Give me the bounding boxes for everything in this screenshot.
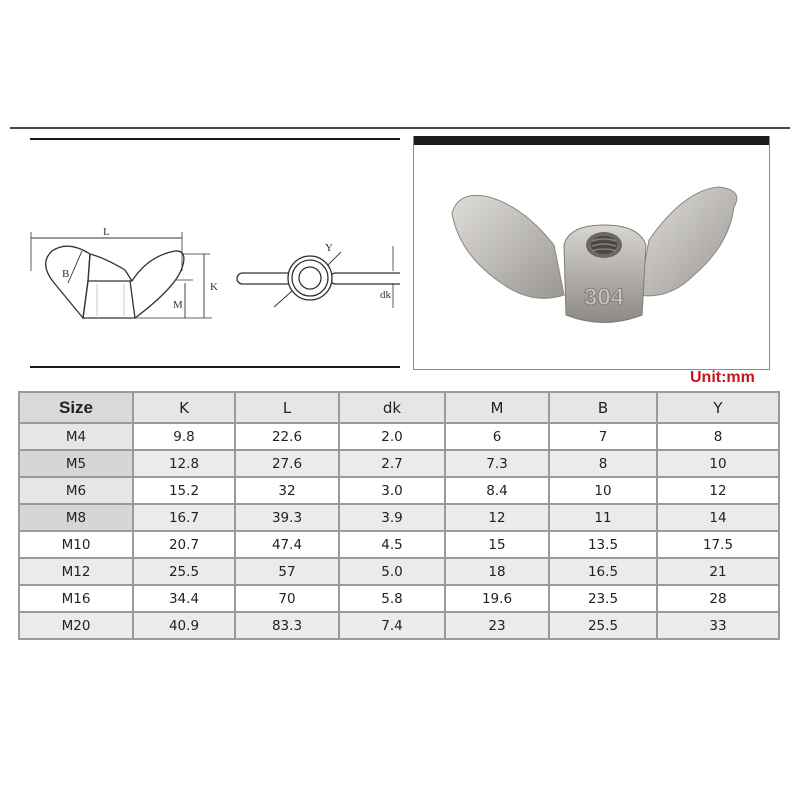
cell-y: 33 xyxy=(657,612,779,639)
size-cell: M4 xyxy=(19,423,133,450)
cell-l: 47.4 xyxy=(235,531,339,558)
cell-m: 19.6 xyxy=(445,585,549,612)
material-stamp-304: 304 xyxy=(583,284,625,311)
cell-b: 7 xyxy=(549,423,657,450)
cell-l: 57 xyxy=(235,558,339,585)
column-header-b: B xyxy=(549,392,657,423)
cell-k: 20.7 xyxy=(133,531,235,558)
cell-dk: 5.8 xyxy=(339,585,445,612)
top-divider xyxy=(10,127,790,129)
size-cell: M10 xyxy=(19,531,133,558)
cell-k: 12.8 xyxy=(133,450,235,477)
cell-m: 23 xyxy=(445,612,549,639)
table-row xyxy=(19,504,779,531)
cell-k: 40.9 xyxy=(133,612,235,639)
cell-b: 8 xyxy=(549,450,657,477)
table-header-row xyxy=(19,392,779,423)
table-row xyxy=(19,612,779,639)
cell-b: 13.5 xyxy=(549,531,657,558)
cell-m: 6 xyxy=(445,423,549,450)
cell-y: 14 xyxy=(657,504,779,531)
dimension-label-y: Y xyxy=(325,242,333,254)
photo-header-bar xyxy=(414,136,769,145)
cell-l: 27.6 xyxy=(235,450,339,477)
column-header-y: Y xyxy=(657,392,779,423)
cell-y: 8 xyxy=(657,423,779,450)
table-row xyxy=(19,531,779,558)
cell-k: 15.2 xyxy=(133,477,235,504)
cell-b: 10 xyxy=(549,477,657,504)
table-row xyxy=(19,558,779,585)
size-cell: M20 xyxy=(19,612,133,639)
product-photo-panel xyxy=(413,136,770,370)
column-header-m: M xyxy=(445,392,549,423)
cell-m: 7.3 xyxy=(445,450,549,477)
dimension-label-l: L xyxy=(103,226,110,238)
cell-m: 18 xyxy=(445,558,549,585)
wing-nut-drawing xyxy=(30,138,400,368)
cell-l: 39.3 xyxy=(235,504,339,531)
cell-k: 9.8 xyxy=(133,423,235,450)
cell-dk: 3.0 xyxy=(339,477,445,504)
cell-dk: 7.4 xyxy=(339,612,445,639)
cell-m: 12 xyxy=(445,504,549,531)
size-cell: M6 xyxy=(19,477,133,504)
cell-b: 25.5 xyxy=(549,612,657,639)
cell-m: 8.4 xyxy=(445,477,549,504)
cell-b: 23.5 xyxy=(549,585,657,612)
size-cell: M8 xyxy=(19,504,133,531)
column-header-size: Size xyxy=(19,392,133,423)
cell-dk: 2.7 xyxy=(339,450,445,477)
column-header-dk: dk xyxy=(339,392,445,423)
cell-l: 70 xyxy=(235,585,339,612)
unit-label: Unit:mm xyxy=(690,369,755,386)
technical-drawing-panel xyxy=(30,138,400,368)
cell-b: 11 xyxy=(549,504,657,531)
cell-l: 22.6 xyxy=(235,423,339,450)
table-row xyxy=(19,423,779,450)
cell-y: 17.5 xyxy=(657,531,779,558)
dimension-label-k: K xyxy=(210,281,218,293)
table-row xyxy=(19,450,779,477)
cell-dk: 2.0 xyxy=(339,423,445,450)
cell-dk: 4.5 xyxy=(339,531,445,558)
cell-y: 12 xyxy=(657,477,779,504)
cell-y: 10 xyxy=(657,450,779,477)
cell-k: 25.5 xyxy=(133,558,235,585)
cell-k: 34.4 xyxy=(133,585,235,612)
column-header-l: L xyxy=(235,392,339,423)
dimension-label-b: B xyxy=(62,268,70,280)
size-cell: M12 xyxy=(19,558,133,585)
cell-b: 16.5 xyxy=(549,558,657,585)
column-header-k: K xyxy=(133,392,235,423)
wing-nut-size-table xyxy=(18,391,780,640)
table-row xyxy=(19,585,779,612)
wing-nut-photo xyxy=(414,145,769,369)
cell-m: 15 xyxy=(445,531,549,558)
cell-l: 83.3 xyxy=(235,612,339,639)
size-cell: M5 xyxy=(19,450,133,477)
cell-dk: 5.0 xyxy=(339,558,445,585)
cell-dk: 3.9 xyxy=(339,504,445,531)
cell-y: 21 xyxy=(657,558,779,585)
cell-k: 16.7 xyxy=(133,504,235,531)
cell-y: 28 xyxy=(657,585,779,612)
table-row xyxy=(19,477,779,504)
dimension-label-m: M xyxy=(173,299,183,311)
size-cell: M16 xyxy=(19,585,133,612)
cell-l: 32 xyxy=(235,477,339,504)
dimension-label-dk: dk xyxy=(380,289,391,301)
